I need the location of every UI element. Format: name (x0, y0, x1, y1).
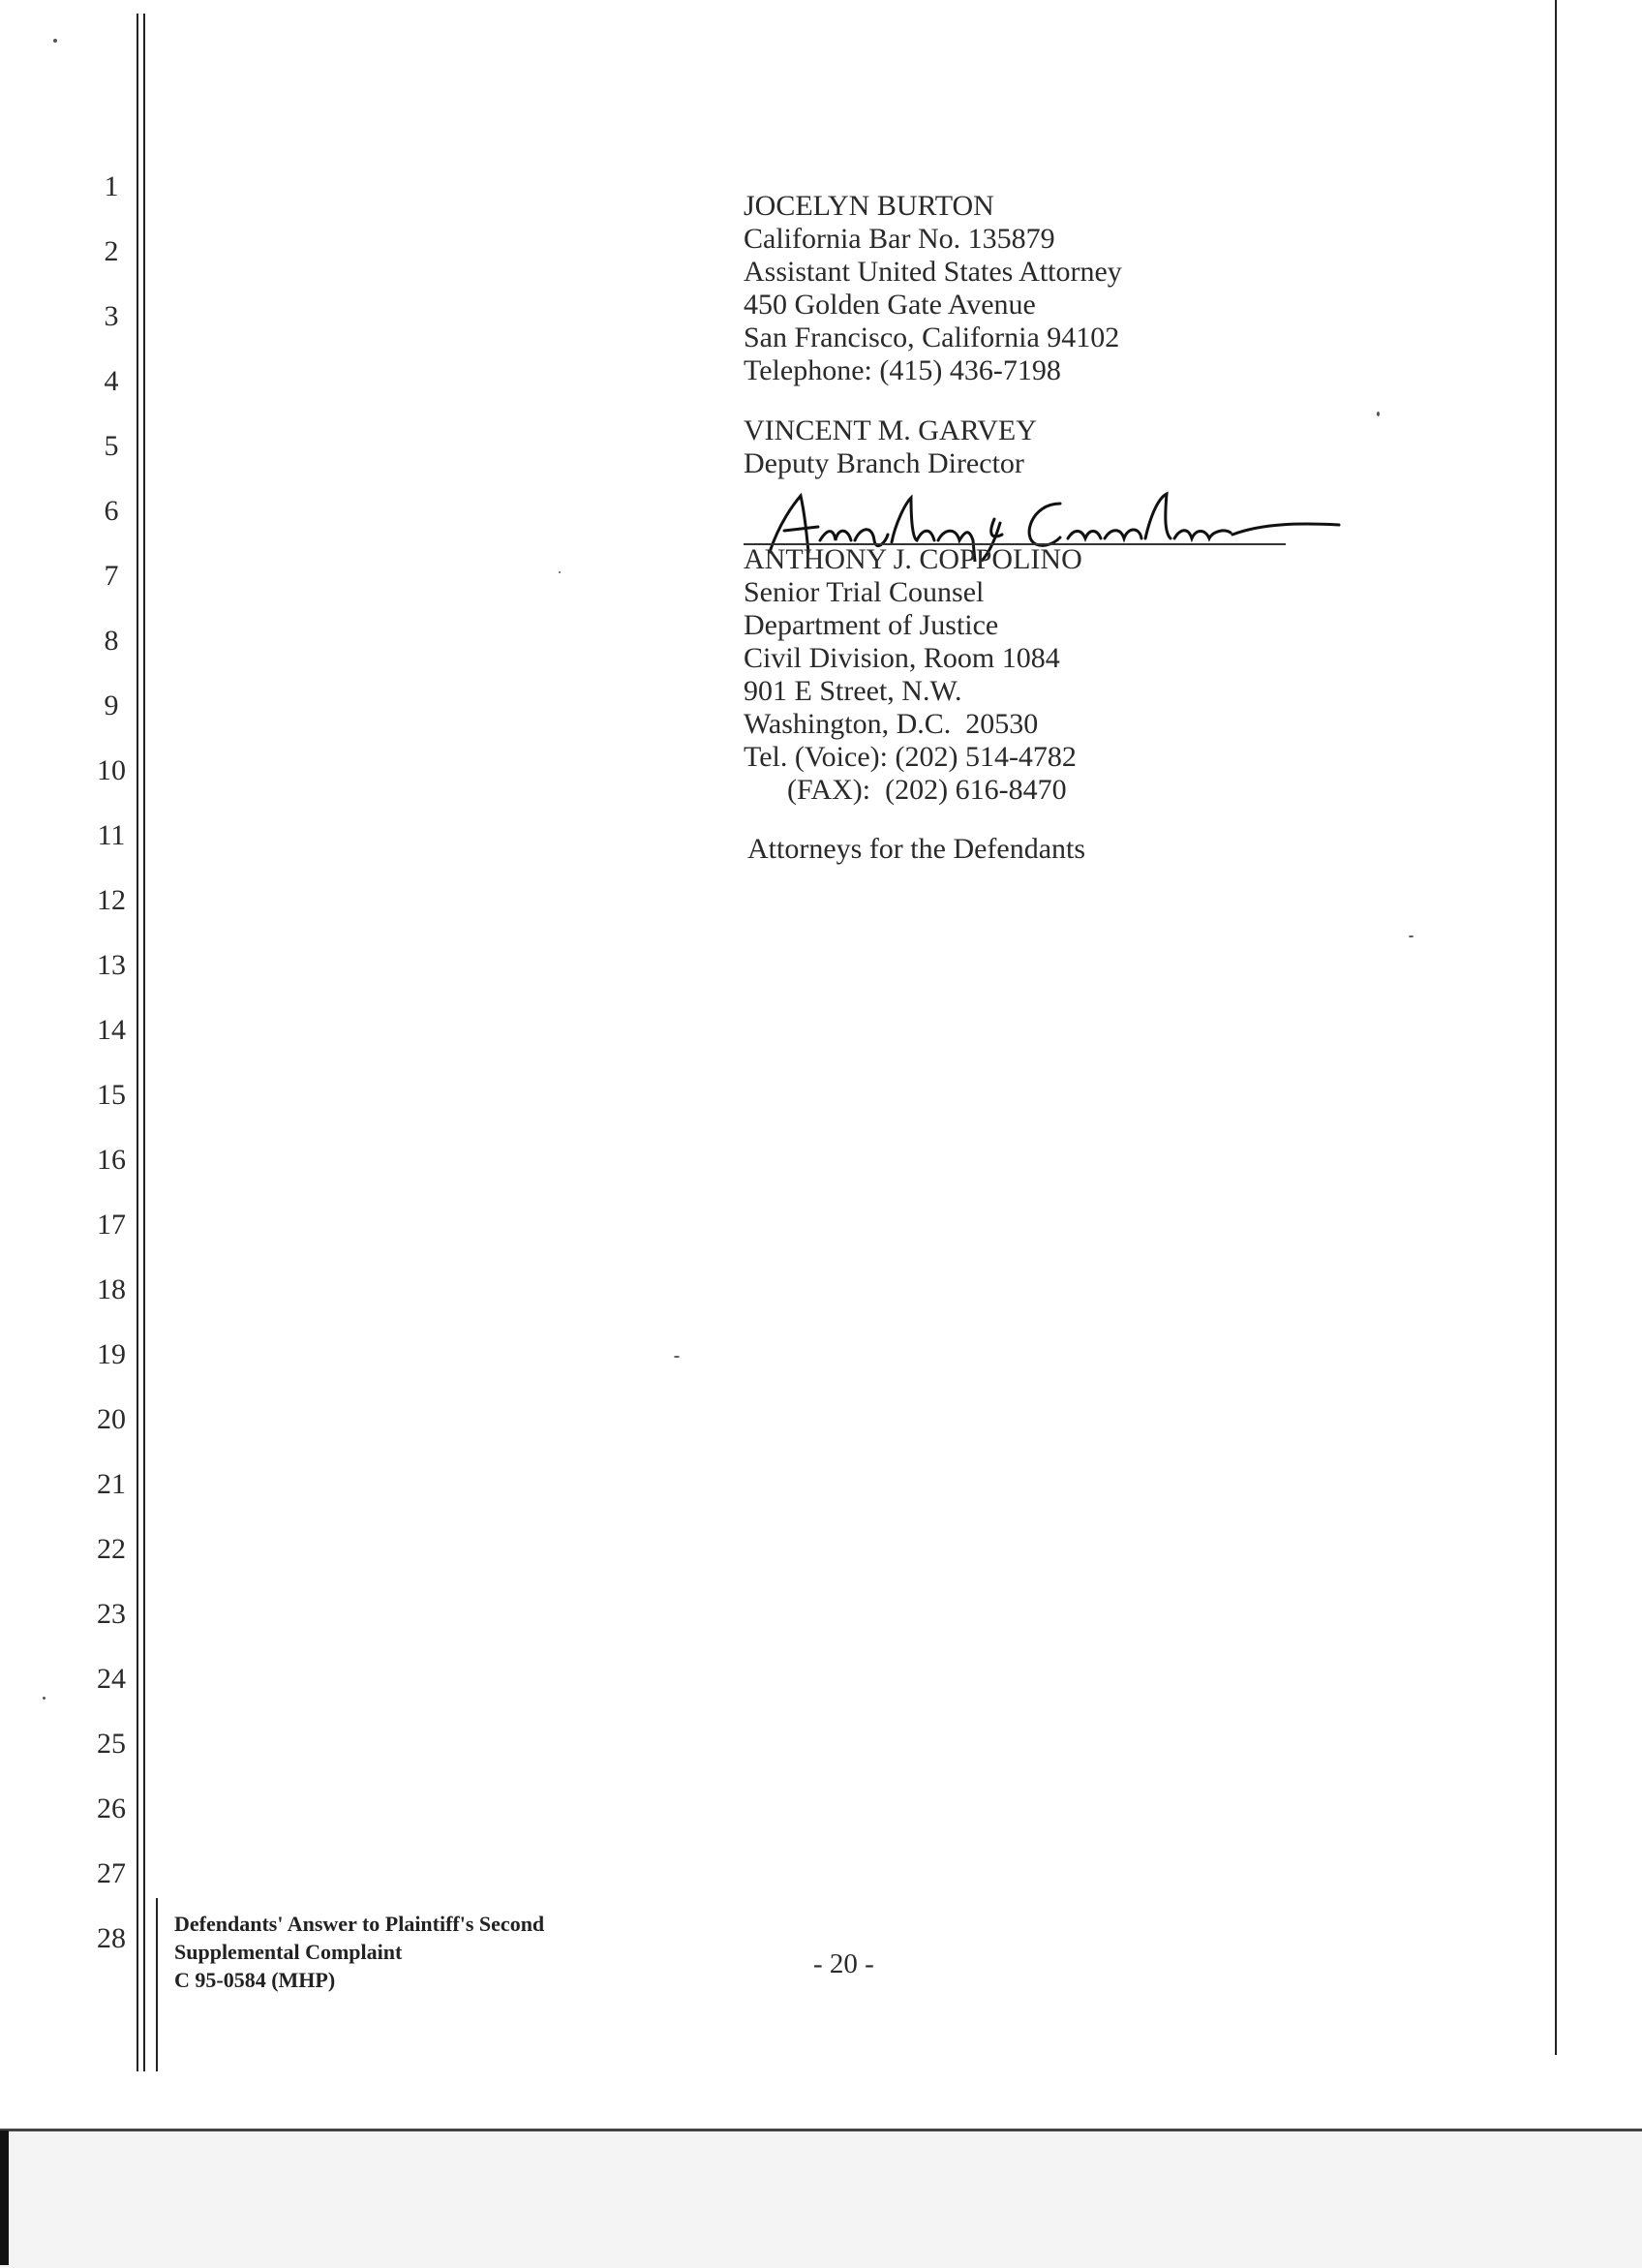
footer-caption (174, 1910, 544, 1994)
scan-speck (674, 1356, 680, 1358)
scanner-background (0, 2129, 1642, 2268)
address-street: 901 E Street, N.W. (744, 675, 962, 707)
line-number: 7 (104, 560, 119, 592)
telephone: Telephone: (415) 436-7198 (744, 354, 1061, 386)
line-number: 21 (97, 1468, 126, 1500)
caption-line: Supplemental Complaint (174, 1940, 403, 1964)
line-number: 4 (104, 365, 119, 397)
line-number: 3 (104, 300, 119, 332)
line-number: 16 (97, 1144, 126, 1176)
bar-number: California Bar No. 135879 (744, 223, 1055, 255)
attorney-title: Senior Trial Counsel (744, 576, 985, 608)
line-number: 13 (97, 949, 126, 981)
line-number: 20 (97, 1403, 126, 1435)
address-street: 450 Golden Gate Avenue (744, 289, 1036, 321)
telephone-voice: Tel. (Voice): (202) 514-4782 (744, 741, 1077, 773)
line-number: 11 (97, 819, 126, 851)
case-number: C 95-0584 (MHP) (174, 1968, 336, 1992)
line-number: 27 (97, 1857, 126, 1889)
line-number: 28 (97, 1922, 126, 1954)
attorney-block-burton (744, 190, 1122, 387)
scan-speck (43, 1697, 46, 1700)
line-number: 9 (104, 690, 119, 721)
scan-speck (1409, 935, 1414, 937)
scan-speck (559, 571, 561, 573)
line-number: 10 (97, 754, 126, 786)
attorneys-for-label: Attorneys for the Defendants (747, 833, 1086, 865)
line-number: 17 (97, 1209, 126, 1241)
line-number: 2 (104, 235, 119, 267)
line-number: 24 (97, 1663, 126, 1695)
scan-speck (1377, 412, 1380, 416)
right-margin-rule (1555, 0, 1557, 2055)
page-number: - 20 - (813, 1948, 874, 1979)
line-number: 22 (97, 1533, 126, 1565)
left-margin-rule-inner (143, 14, 145, 2071)
attorney-title: Deputy Branch Director (744, 447, 1024, 479)
attorney-block-coppolino (744, 543, 1082, 807)
line-number: 5 (104, 430, 119, 462)
division-room: Civil Division, Room 1084 (744, 642, 1060, 674)
scanner-edge (0, 2130, 9, 2265)
scan-speck (53, 39, 57, 43)
left-margin-rule-third (156, 1898, 158, 2071)
caption-line: Defendants' Answer to Plaintiff's Second (174, 1912, 545, 1936)
line-number: 19 (97, 1338, 126, 1370)
telephone-fax: (FAX): (202) 616-8470 (744, 774, 1067, 806)
attorney-title: Assistant United States Attorney (744, 256, 1122, 288)
department: Department of Justice (744, 609, 999, 641)
line-number: 26 (97, 1793, 126, 1824)
line-number: 1 (104, 170, 119, 202)
line-number: 23 (97, 1598, 126, 1630)
attorney-name: VINCENT M. GARVEY (744, 414, 1037, 446)
address-city: San Francisco, California 94102 (744, 322, 1120, 353)
left-margin-rule-outer (137, 14, 138, 2071)
line-number: 25 (97, 1728, 126, 1760)
line-number: 8 (104, 625, 119, 657)
attorney-name: ANTHONY J. COPPOLINO (744, 543, 1082, 575)
attorney-block-garvey (744, 414, 1037, 480)
line-number: 12 (97, 884, 126, 916)
address-city: Washington, D.C. 20530 (744, 708, 1039, 740)
attorney-name: JOCELYN BURTON (744, 190, 994, 222)
line-number: 18 (97, 1273, 126, 1305)
line-number: 6 (104, 495, 119, 527)
line-number: 14 (97, 1014, 126, 1046)
line-number: 15 (97, 1079, 126, 1111)
